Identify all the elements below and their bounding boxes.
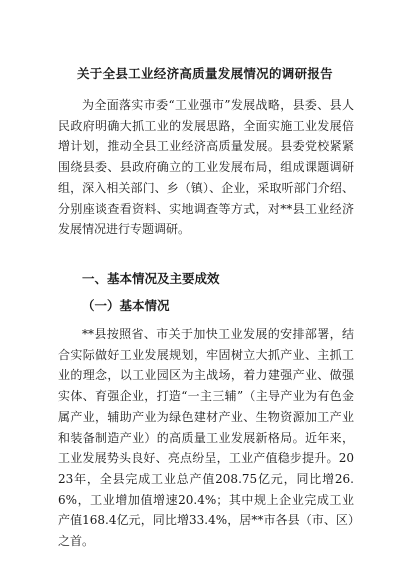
body-paragraph: **县按照省、市关于加快工业发展的安排部署，结合实际做好工业发展规划，牢固树立大抓产业、主抓工业的理念，以工业园区为主战场，着力建强产业、做强实体、育强企业，打造“一主三辅”（主导产业为有色金属产业，辅助产业为绿色建材产业、生物资源加工产业和装备制造产业）的高质量工业发展新格局。近年来，工业发展势头良好、亮点纷呈，工业产值稳步提升。2023年，全县完成工业总产值208.75亿元，同比增26.6%，工业增加值增速20.4%；其中规上企业完成工业产值168.4亿元，同比增33.4%，居**市各县（市、区）之首。 bbox=[58, 327, 354, 549]
section-heading: 一、基本情况及主要成效 bbox=[82, 271, 220, 286]
intro-paragraph: 为全面落实市委“工业强市”发展战略，县委、县人民政府明确大抓工业的发展思路，全面实施工业发展倍增计划，推动全县工业经济高质量发展。县委党校紧紧围绕县委、县政府确立的工业发展布局，组成课题调研组，深入相关部门、乡（镇）、企业，采取听部门介绍、分别座谈查看资料、实地调查等方式，对**县工业经济发展情况进行专题调研。 bbox=[58, 98, 354, 237]
document-title: 关于全县工业经济高质量发展情况的调研报告 bbox=[76, 66, 333, 81]
subsection-heading: （一）基本情况 bbox=[82, 298, 170, 313]
